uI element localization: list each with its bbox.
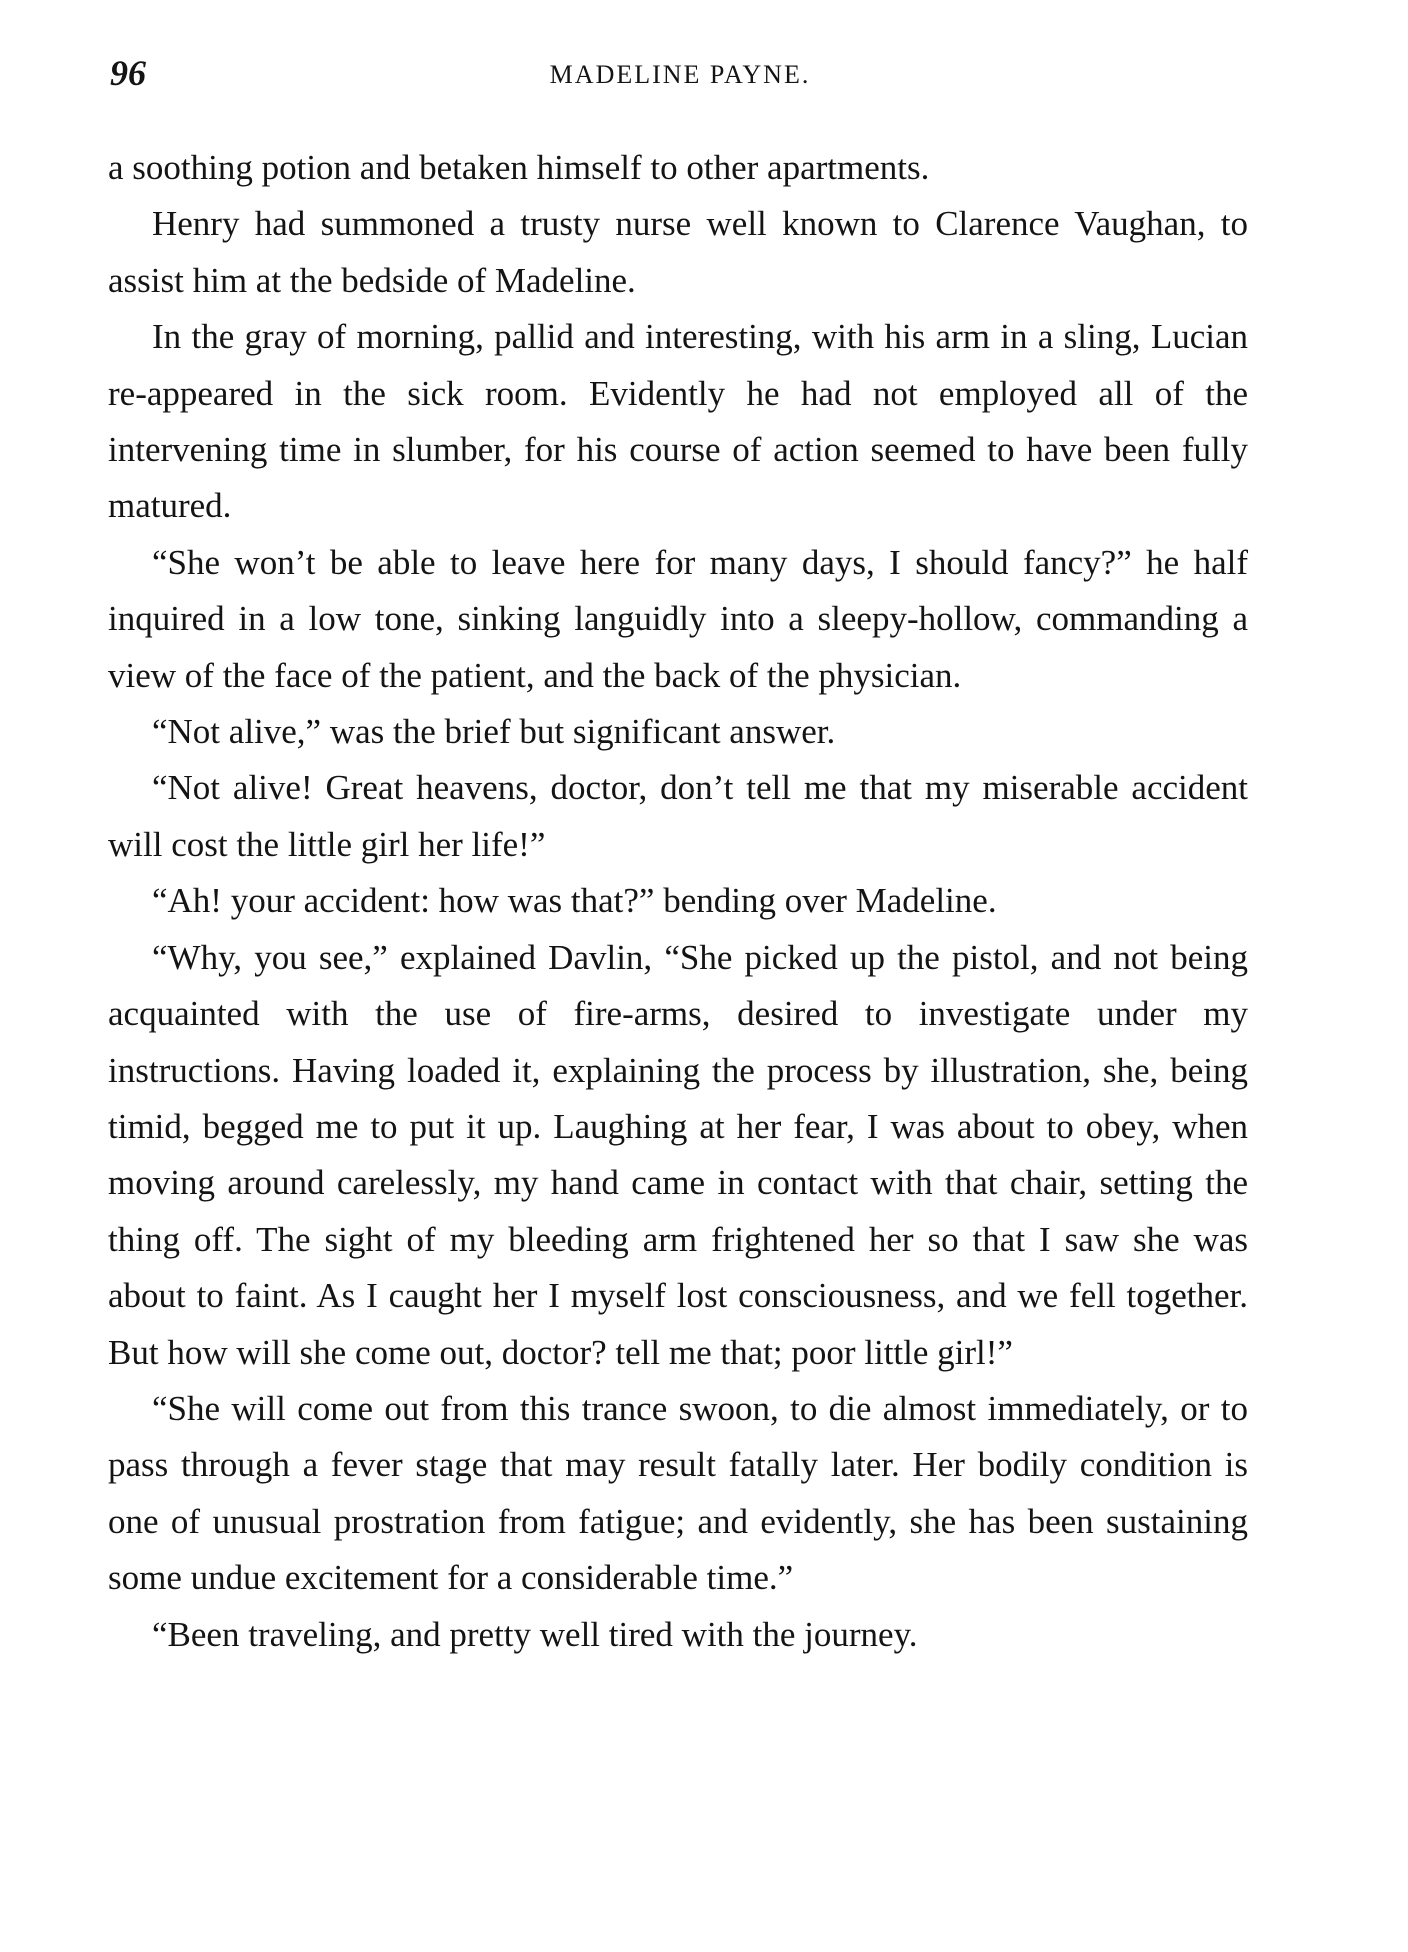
- page-number: 96: [110, 53, 146, 93]
- paragraph: “Not alive,” was the brief but significant answer.: [152, 712, 836, 752]
- paragraph: In the gray of morning, pallid and interesting, with his arm in a sling, Lucian re-appeared in the sick room. Evidently he had not employed all of the intervening time in slumber, for his course of action seemed to have been fully matured.: [108, 317, 1248, 526]
- paragraph: “She won’t be able to leave here for many days, I should fancy?” he half inquired in a low tone, sinking languidly into a sleepy-hollow, commanding a view of the face of the patient, and the back of the physician.: [108, 542, 1248, 695]
- paragraph: “Not alive! Great heavens, doctor, don’t tell me that my miserable accident will cost the little girl her life!”: [108, 768, 1248, 864]
- page-header: [110, 52, 1250, 100]
- paragraph: Henry had summoned a trusty nurse well known to Clarence Vaughan, to assist him at the bedside of Madeline.: [108, 204, 1248, 300]
- running-title: MADELINE PAYNE.: [549, 60, 811, 89]
- paragraph: “She will come out from this trance swoon, to die almost immediately, or to pass through a fever stage that may result fatally later. Her bodily condition is one of unusual prostration from fatigue; and evidently, she has been sustaining some undue excitement for a considerable time.”: [108, 1388, 1248, 1598]
- paragraph: “Been traveling, and pretty well tired with the journey.: [152, 1614, 918, 1654]
- paragraph: “Ah! your accident: how was that?” bending over Madeline.: [152, 881, 997, 921]
- paragraph: a soothing potion and betaken himself to other apartments.: [108, 148, 930, 187]
- paragraph: “Why, you see,” explained Davlin, “She picked up the pistol, and not being acquainted with the use of fire-arms, desired to investigate under my instructions. Having loaded it, explaining the process by illustration, she, being timid, begged me to put it up. Laughing at her fear, I was about to obey, when moving around carelessly, my hand came in contact with that chair, setting the thing off. The sight of my bleeding arm frightened her so that I saw she was about to faint. As I caught her I myself lost consciousness, and we fell together. But how will she come out, doctor? tell me that; poor little girl!”: [108, 937, 1248, 1372]
- body-text: [108, 140, 1248, 1663]
